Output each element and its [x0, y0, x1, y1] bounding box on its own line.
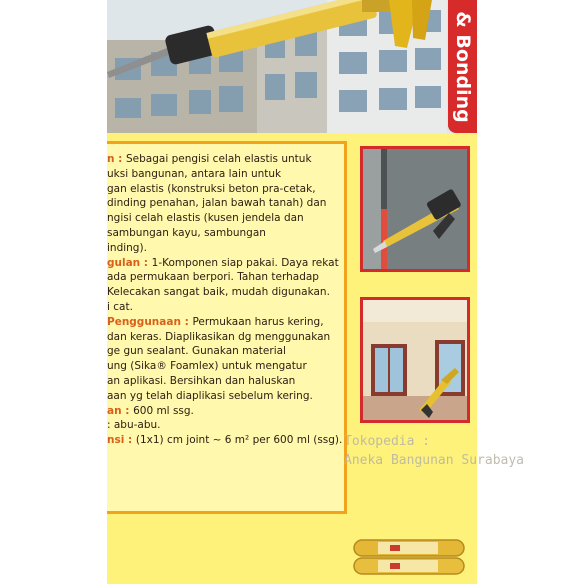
description-heading: Penggunaan :: [107, 315, 193, 328]
store-watermark: [344, 432, 524, 470]
description-line: [107, 152, 340, 167]
window-sealing-icon: [363, 300, 467, 420]
description-text: uksi bangunan, antara lain untuk: [107, 167, 282, 180]
description-text: 1-Komponen siap pakai. Daya rekat: [151, 256, 339, 269]
description-line: [107, 404, 340, 419]
description-text: 600 ml ssg.: [133, 404, 194, 417]
description-line: [107, 359, 340, 374]
description-heading: nsi :: [107, 434, 136, 447]
sausage-pack-icon: [350, 532, 470, 580]
description-line: [107, 241, 340, 256]
description-line: [107, 433, 343, 448]
category-tab-label: & Bonding: [451, 10, 474, 123]
description-heading: n :: [107, 153, 126, 165]
product-description: [107, 141, 347, 514]
description-line: [107, 270, 340, 285]
description-text: ung (Sika® Foamlex) untuk mengatur: [107, 360, 307, 373]
description-line: [107, 256, 340, 271]
description-line: [107, 226, 340, 241]
building-caulking-gun-illustration: [107, 0, 477, 133]
description-line: [107, 167, 340, 182]
description-text: gan elastis (konstruksi beton pra-cetak,: [107, 182, 316, 195]
description-text: (1x1) cm joint ~ 6 m² per 600 ml (ssg).: [135, 434, 343, 447]
description-text: inding).: [107, 241, 147, 254]
description-line: [107, 182, 340, 197]
description-line: [107, 344, 340, 359]
hero-image: [107, 0, 477, 133]
application-photo-joint: [360, 146, 470, 272]
description-lines: [107, 152, 343, 448]
watermark-line-2: Aneka Bangunan Surabaya: [344, 453, 525, 468]
description-text: an aplikasi. Bersihkan dan haluskan: [107, 374, 296, 387]
product-sheet: [107, 0, 525, 584]
description-line: [107, 330, 340, 345]
description-text: dinding penahan, jalan bawah tanah) dan: [107, 197, 327, 210]
description-text: sambungan kayu, sambungan: [107, 226, 266, 239]
joint-sealing-icon: [363, 149, 467, 269]
application-photo-window: [360, 297, 470, 423]
description-heading: an :: [107, 404, 134, 417]
description-text: dan keras. Diaplikasikan dg menggunakan: [107, 330, 331, 343]
description-text: i cat.: [107, 300, 133, 313]
description-text: Kelecakan sangat baik, mudah digunakan.: [107, 286, 330, 299]
category-tab: [448, 0, 477, 133]
description-text: ada permukaan berpori. Tahan terhadap: [107, 271, 319, 284]
description-text: Sebagai pengisi celah elastis untuk: [126, 153, 312, 165]
description-line: [107, 315, 340, 330]
description-text: aan yg telah diaplikasi sebelum kering.: [107, 389, 313, 402]
watermark-line-1: Tokopedia :: [344, 434, 431, 449]
description-text: Permukaan harus kering,: [192, 315, 324, 328]
description-line: [107, 300, 340, 315]
description-text: ngisi celah elastis (kusen jendela dan: [107, 212, 304, 225]
description-text: : abu-abu.: [107, 419, 161, 432]
description-heading: gulan :: [107, 256, 152, 269]
description-line: [107, 285, 340, 300]
description-text: ge gun sealant. Gunakan material: [107, 345, 286, 358]
description-line: [107, 196, 340, 211]
description-line: [107, 418, 340, 433]
description-line: [107, 389, 340, 404]
description-line: [107, 211, 340, 226]
description-line: [107, 374, 340, 389]
